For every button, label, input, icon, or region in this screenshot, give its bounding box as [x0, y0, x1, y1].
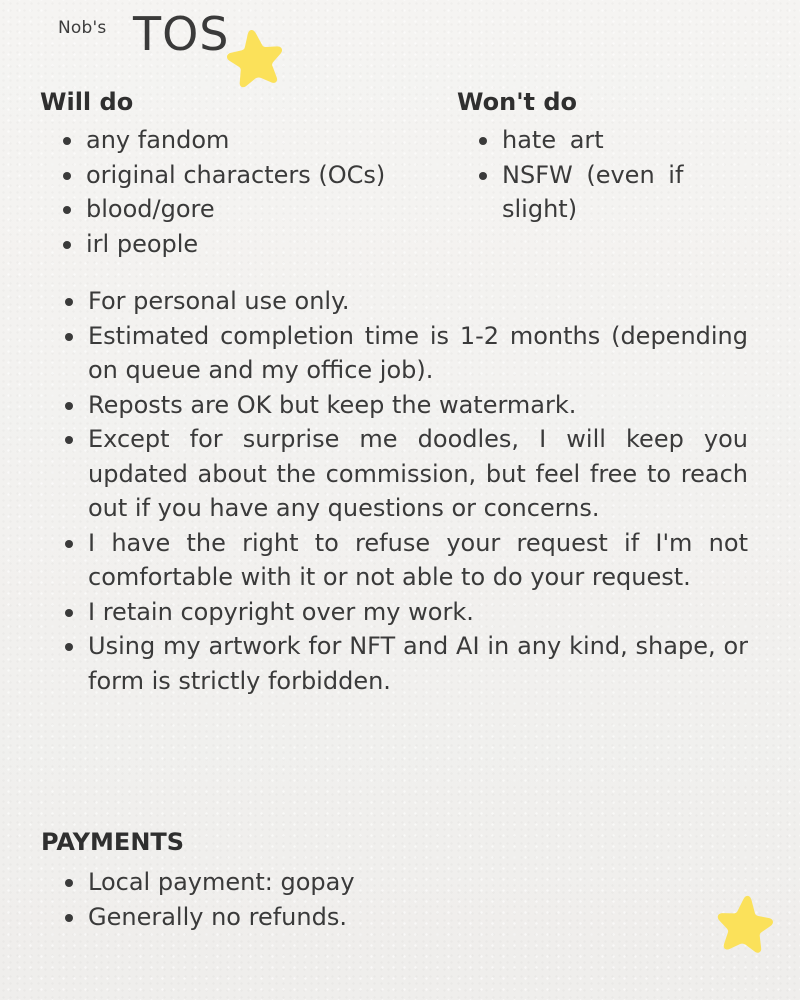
list-item: Except for surprise me doodles, I will keep you updated about the commission, but feel free to reach out if you have any questions or concerns. — [62, 422, 748, 526]
list-item: Generally no refunds. — [62, 900, 562, 935]
list-item: NSFW (even if slight) — [476, 158, 726, 227]
list-item: Estimated completion time is 1-2 months (depending on queue and my office job). — [62, 319, 748, 388]
will-do-list — [60, 123, 440, 261]
list-item: blood/gore — [60, 192, 440, 227]
list-item: original characters (OCs) — [60, 158, 440, 193]
terms-list — [62, 284, 748, 698]
list-item: Local payment: gopay — [62, 865, 562, 900]
list-item: Using my artwork for NFT and AI in any kind, shape, or form is strictly forbidden. — [62, 629, 748, 698]
star-icon — [220, 22, 290, 92]
star-icon — [711, 889, 779, 957]
list-item: I have the right to refuse your request if I'm not comfortable with it or not able to do your request. — [62, 526, 748, 595]
list-item: irl people — [60, 227, 440, 262]
list-item: For personal use only. — [62, 284, 748, 319]
payments-heading: PAYMENTS — [41, 828, 185, 856]
list-item: I retain copyright over my work. — [62, 595, 748, 630]
byline: Nob's — [58, 18, 107, 38]
wont-do-list — [476, 123, 726, 227]
payments-list — [62, 865, 562, 934]
will-do-heading: Will do — [40, 88, 134, 116]
list-item: Reposts are OK but keep the watermark. — [62, 388, 748, 423]
wont-do-heading: Won't do — [457, 88, 578, 116]
page-title: TOS — [133, 7, 230, 61]
list-item: any fandom — [60, 123, 440, 158]
list-item: hate art — [476, 123, 726, 158]
